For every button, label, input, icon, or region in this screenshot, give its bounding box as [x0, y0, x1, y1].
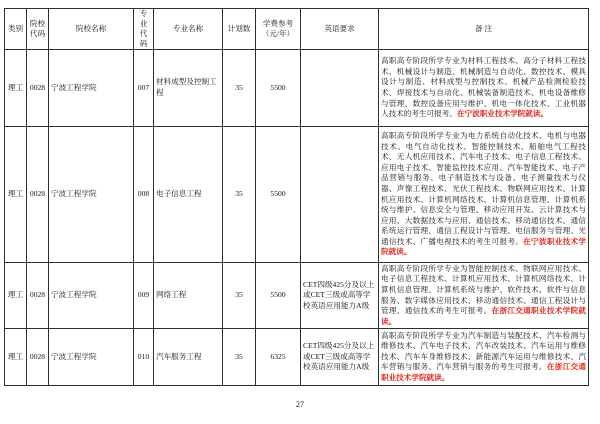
cell-school-name: 宁波工程学院 [49, 263, 134, 329]
cell-school-name: 宁波工程学院 [49, 127, 134, 263]
cell-major-name: 网络工程 [154, 263, 223, 329]
cell-tuition: 5500 [256, 263, 301, 329]
header-tuition-label: 学费参考 [262, 19, 294, 28]
cell-tuition: 5500 [256, 50, 301, 127]
header-row [5, 9, 589, 50]
remark-text: 高职高专阶段所学专业为智能控制技术、物联网应用技术、电子信息工程技术、计算机应用技术、计算机网络技术、计算机信息管理、计算机系统与维护、软件技术、软件与信息服务、数字媒体应用技术、移动通信技术、通信工程设计与管理、通信技术的考生可报考。 [381, 263, 586, 316]
cell-plan: 35 [223, 263, 256, 329]
header-plan: 计划数 [223, 9, 256, 50]
cell-plan: 35 [223, 50, 256, 127]
cell-school-code: 0028 [27, 50, 49, 127]
remark-text: 高职高专阶段所学专业为材料工程技术、高分子材料工程技术、机械设计与制造、机械制造与自动化、数控技术、模具设计与制造、材料成型与控制技术、机械产品检测检验技术、焊接技术与自动化、机械装备制造技术、机电设备维修与管理、数控设备应用与维护、机电一体化技术、工业机器人技术的考生可报考。 [381, 56, 586, 119]
cell-category: 理工 [5, 263, 27, 329]
header-remark: 备 注 [379, 9, 589, 50]
cell-tuition: 6325 [256, 329, 301, 386]
cell-major-code: 009 [134, 263, 154, 329]
cell-category: 理工 [5, 127, 27, 263]
header-tuition [256, 9, 301, 50]
table-row [5, 50, 589, 127]
cell-english [301, 127, 379, 263]
header-tuition-unit: （元/年） [261, 29, 295, 38]
table-row [5, 127, 589, 263]
cell-remark [379, 50, 589, 127]
cell-school-code: 0028 [27, 127, 49, 263]
table-row [5, 263, 589, 329]
header-school-code: 院校代码 [27, 9, 49, 50]
cell-major-name: 汽车服务工程 [154, 329, 223, 386]
cell-english: CET四级425分及以上或CET三级或高等学校英语应用能力A级 [301, 329, 379, 386]
header-major-code: 专业代码 [134, 9, 154, 50]
admission-plan-table [4, 8, 589, 386]
header-category: 类别 [5, 9, 27, 50]
cell-school-name: 宁波工程学院 [49, 50, 134, 127]
page-number: 27 [296, 400, 304, 409]
cell-english [301, 50, 379, 127]
cell-remark [379, 127, 589, 263]
cell-category: 理工 [5, 329, 27, 386]
cell-school-name: 宁波工程学院 [49, 329, 134, 386]
cell-plan: 35 [223, 127, 256, 263]
cell-major-name: 材料成型及控制工程 [154, 50, 223, 127]
cell-school-code: 0028 [27, 329, 49, 386]
cell-plan: 35 [223, 329, 256, 386]
cell-category: 理工 [5, 50, 27, 127]
cell-major-code: 008 [134, 127, 154, 263]
table-row [5, 329, 589, 386]
cell-major-name: 电子信息工程 [154, 127, 223, 263]
header-school-name: 院校名称 [49, 9, 134, 50]
cell-major-code: 007 [134, 50, 154, 127]
cell-remark [379, 329, 589, 386]
remark-text: 高职高专阶段所学专业为汽车制造与装配技术、汽车检测与维修技术、汽车电子技术、汽车改装技术、汽车运用与维修技术、汽车车身维修技术、新能源汽车运用与维修技术、汽车营销与服务、汽车营销与服务的考生可报考。 [381, 330, 586, 372]
remark-campus-note: 在浙江交通职业技术学院就读。 [381, 306, 586, 326]
header-english: 英语要求 [301, 9, 379, 50]
cell-school-code: 0028 [27, 263, 49, 329]
remark-campus-note: 在宁波职业技术学院就读。 [456, 109, 549, 119]
header-major-name: 专业名称 [154, 9, 223, 50]
remark-campus-note: 在宁波职业技术学院就读。 [381, 236, 587, 257]
cell-remark [379, 263, 589, 329]
remark-text: 高职高专阶段所学专业为电力系统自动化技术、电机与电器技术、电气自动化技术、智能控制技术、船舶电气工程技术、无人机应用技术、汽车电子技术、电子信息工程技术、应用电子技术、智能监控技术应用、汽车智能技术、电子产品营销与服务、电子制造技术与设备、电子测量技术与仪器、声像工程技术、光伏工程技术、物联网应用技术、计算机应用技术、计算机网络技术、计算机信息管理、计算机系统与维护、信息安全与管理、移动应用开发、云计算技术与应用、大数据技术与应用、通信技术、移动通信技术、通信系统运行管理、通信工程设计与管理、电信服务与管理、光通信技术、广播电视技术的考生可报考。 [381, 130, 586, 246]
cell-tuition: 5500 [256, 127, 301, 263]
remark-campus-note: 在浙江交通职业技术学院就读。 [381, 362, 587, 382]
cell-english: CET四级425分及以上或CET三级或高等学校英语应用能力A级 [301, 263, 379, 329]
cell-major-code: 010 [134, 329, 154, 386]
